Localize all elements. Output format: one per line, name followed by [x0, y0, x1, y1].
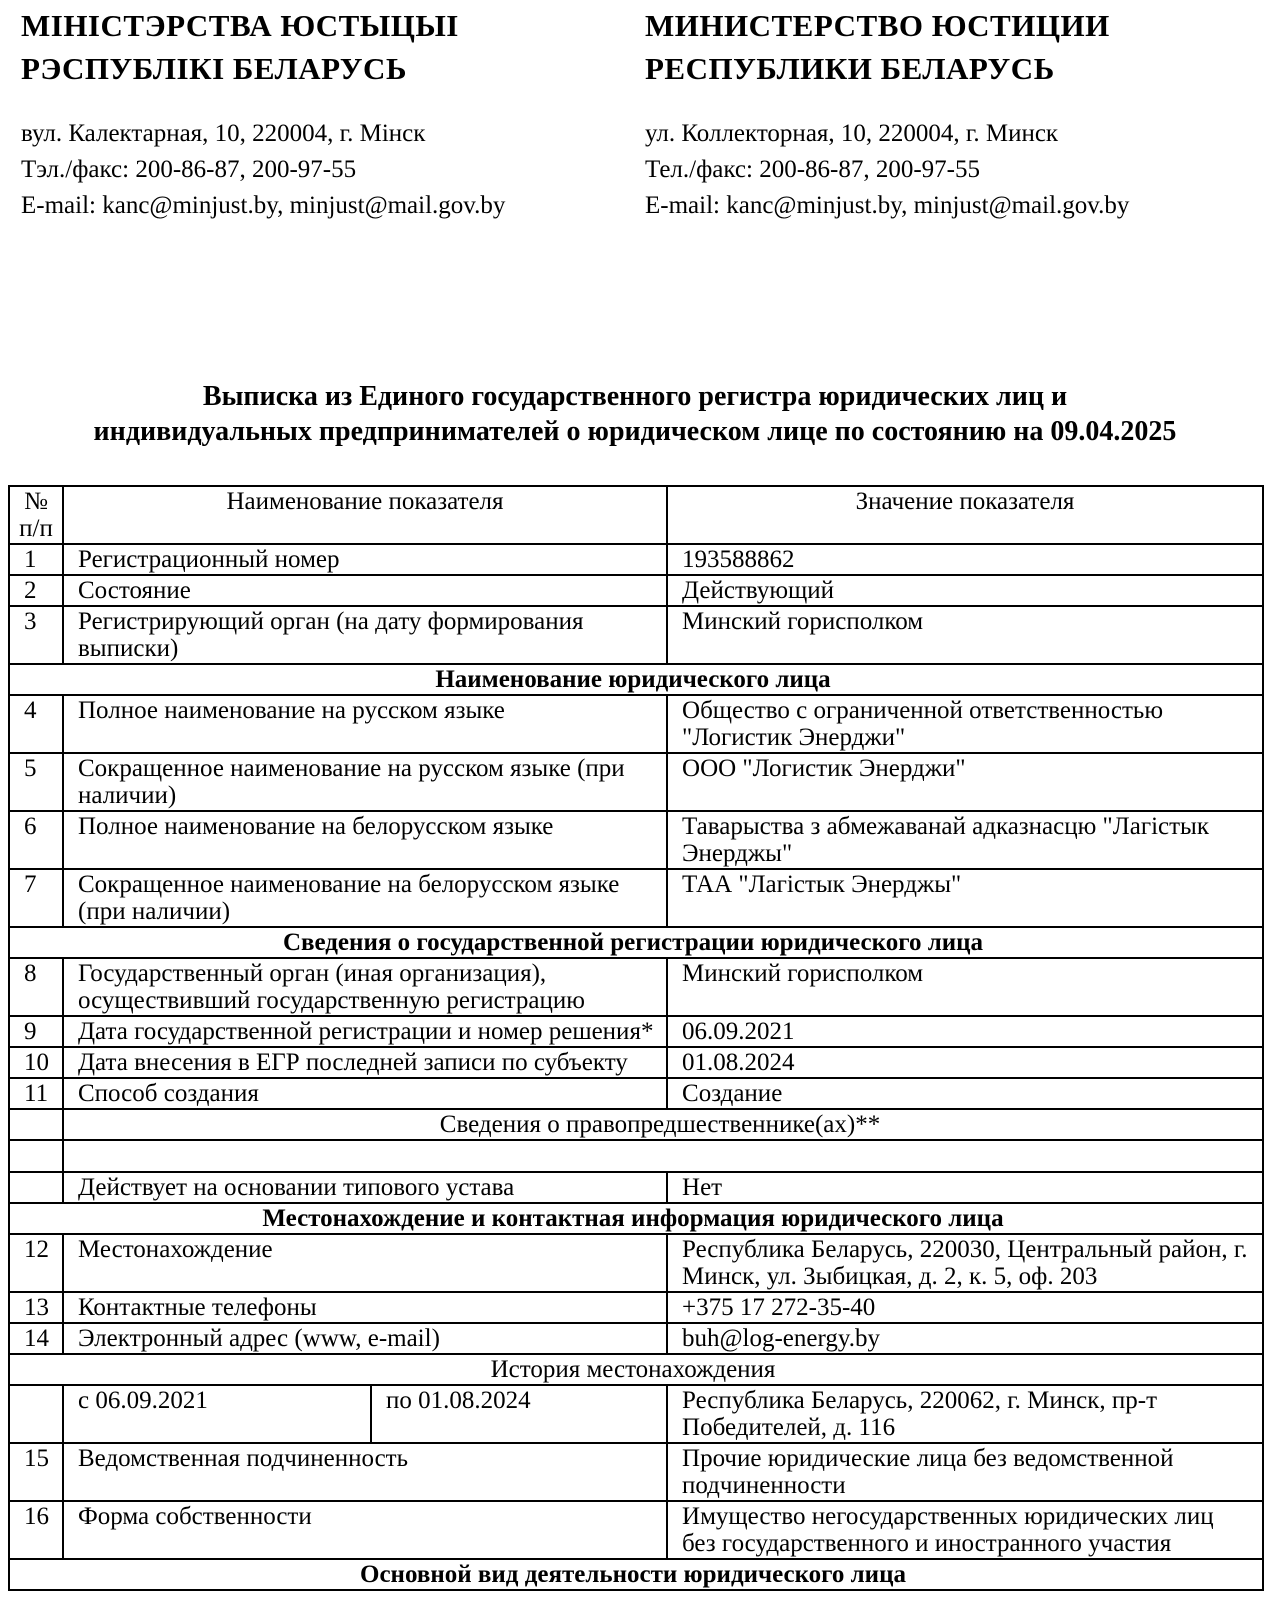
row-registering-authority: [9, 606, 1263, 664]
row-value: Действующий: [667, 575, 1263, 606]
row-full-name-by: [9, 811, 1263, 869]
row-value: Имущество негосударственных юридических лиц без государственного и иностранного участия: [667, 1501, 1263, 1559]
row-num: 1: [9, 544, 63, 575]
row-model-charter: [9, 1172, 1263, 1203]
row-num: 5: [9, 753, 63, 811]
row-label: Форма собственности: [63, 1501, 667, 1559]
ministry-name-by: [21, 4, 633, 90]
row-status: [9, 575, 1263, 606]
row-num: 15: [9, 1443, 63, 1501]
row-value: Минский горисполком: [667, 958, 1263, 1016]
row-value: Общество с ограниченной ответственностью "Логистик Энерджи": [667, 695, 1263, 753]
row-label: Регистрирующий орган (на дату формирования выписки): [63, 606, 667, 664]
ministry-contacts-by: [21, 116, 633, 224]
row-label: Дата внесения в ЕГР последней записи по субъекту: [63, 1047, 667, 1078]
row-departmental-subordination: [9, 1443, 1263, 1501]
section-title: Основной вид деятельности юридического лица: [9, 1559, 1263, 1590]
row-short-name-ru: [9, 753, 1263, 811]
row-value: Нет: [667, 1172, 1263, 1203]
row-full-name-ru: [9, 695, 1263, 753]
row-value: Прочие юридические лица без ведомственной подчиненности: [667, 1443, 1263, 1501]
row-registration-date: [9, 1016, 1263, 1047]
row-label: Местонахождение: [63, 1234, 667, 1292]
row-label: Государственный орган (иная организация), осуществивший государственную регистрацию: [63, 958, 667, 1016]
row-value: buh@log-energy.by: [667, 1323, 1263, 1354]
header-num-cell: [9, 486, 63, 544]
row-num: 12: [9, 1234, 63, 1292]
history-to-cell: по 01.08.2024: [371, 1385, 667, 1443]
registry-table: [8, 485, 1264, 1591]
row-num: 14: [9, 1323, 63, 1354]
document-title-line2: индивидуальных предпринимателей о юридическом лице по состоянию на 09.04.2025: [93, 416, 1177, 447]
row-creation-method: [9, 1078, 1263, 1109]
row-value: Минский горисполком: [667, 606, 1263, 664]
row-value: ТАА "Лагістык Энерджы": [667, 869, 1263, 927]
row-email: [9, 1323, 1263, 1354]
address-line-by: вул. Калектарная, 10, 220004, г. Мінск: [21, 120, 426, 147]
row-label: Сокращенное наименование на русском языке (при наличии): [63, 753, 667, 811]
section-main-activity: [9, 1559, 1263, 1590]
row-last-egr-entry-date: [9, 1047, 1263, 1078]
row-num: 16: [9, 1501, 63, 1559]
row-label: Действует на основании типового устава: [63, 1172, 667, 1203]
row-num: 10: [9, 1047, 63, 1078]
row-phones: [9, 1292, 1263, 1323]
section-legal-entity-name: [9, 664, 1263, 695]
section-title: Сведения о государственной регистрации юридического лица: [9, 927, 1263, 958]
row-value: Создание: [667, 1078, 1263, 1109]
row-value: 06.09.2021: [667, 1016, 1263, 1047]
row-num: [9, 1172, 63, 1203]
row-label: Контактные телефоны: [63, 1292, 667, 1323]
row-value: Таварыства з абмежаванай адказнасцю "Лагістык Энерджы": [667, 811, 1263, 869]
row-predecessor-empty: [9, 1140, 1263, 1172]
row-num: [9, 1385, 63, 1443]
row-label: Сокращенное наименование на белорусском языке (при наличии): [63, 869, 667, 927]
row-num: 13: [9, 1292, 63, 1323]
row-location: [9, 1234, 1263, 1292]
phone-line-ru: Тел./факс: 200-86-87, 200-97-55: [645, 156, 980, 183]
letterhead-right: [645, 4, 1257, 224]
row-num: 2: [9, 575, 63, 606]
row-location-history-entry: [9, 1385, 1263, 1443]
row-num: [9, 1109, 63, 1140]
section-title: Наименование юридического лица: [9, 664, 1263, 695]
row-value: Республика Беларусь, 220030, Центральный район, г. Минск, ул. Зыбицкая, д. 2, к. 5, оф. 203: [667, 1234, 1263, 1292]
ministry-name-by-line2: РЭСПУБЛІКІ БЕЛАРУСЬ: [21, 51, 407, 86]
history-from-cell: с 06.09.2021: [63, 1385, 371, 1443]
letterhead: [0, 0, 1270, 224]
section-title: Местонахождение и контактная информация юридического лица: [9, 1203, 1263, 1234]
header-indicator-value-cell: Значение показателя: [667, 486, 1263, 544]
ministry-name-ru-line2: РЕСПУБЛИКИ БЕЛАРУСЬ: [645, 51, 1055, 86]
section-title: История местонахождения: [9, 1354, 1263, 1385]
email-line-ru: E-mail: kanc@minjust.by, minjust@mail.gov.by: [645, 192, 1130, 219]
ministry-name-ru-line1: МИНИСТЕРСТВО ЮСТИЦИИ: [645, 8, 1110, 43]
ministry-contacts-ru: [645, 116, 1257, 224]
row-ownership-form: [9, 1501, 1263, 1559]
row-num: 3: [9, 606, 63, 664]
row-value: 193588862: [667, 544, 1263, 575]
header-indicator-name-cell: Наименование показателя: [63, 486, 667, 544]
row-value: 01.08.2024: [667, 1047, 1263, 1078]
section-title: Сведения о правопредшественнике(ах)**: [63, 1109, 1263, 1140]
row-label: Электронный адрес (www, e-mail): [63, 1323, 667, 1354]
row-label: Состояние: [63, 575, 667, 606]
row-num: 7: [9, 869, 63, 927]
row-short-name-by: [9, 869, 1263, 927]
header-num-line2: п/п: [19, 515, 53, 542]
row-state-body: [9, 958, 1263, 1016]
section-predecessor: [9, 1109, 1263, 1140]
row-num: 4: [9, 695, 63, 753]
email-line-by: E-mail: kanc@minjust.by, minjust@mail.gov.by: [21, 192, 506, 219]
row-label: Способ создания: [63, 1078, 667, 1109]
section-location-contacts: [9, 1203, 1263, 1234]
row-value: +375 17 272-35-40: [667, 1292, 1263, 1323]
ministry-name-ru: [645, 4, 1257, 90]
row-value: [63, 1140, 1263, 1172]
row-num: 11: [9, 1078, 63, 1109]
letterhead-left: [21, 4, 633, 224]
row-label: Полное наименование на русском языке: [63, 695, 667, 753]
address-line-ru: ул. Коллекторная, 10, 220004, г. Минск: [645, 120, 1059, 147]
header-num-line1: №: [24, 488, 48, 515]
ministry-name-by-line1: МІНІСТЭРСТВА ЮСТЫЦЫІ: [21, 8, 459, 43]
row-value: ООО "Логистик Энерджи": [667, 753, 1263, 811]
row-label: Ведомственная подчиненность: [63, 1443, 667, 1501]
row-registration-number: [9, 544, 1263, 575]
row-num: 8: [9, 958, 63, 1016]
document-title: [30, 379, 1240, 449]
section-state-registration: [9, 927, 1263, 958]
phone-line-by: Тэл./факс: 200-86-87, 200-97-55: [21, 156, 357, 183]
section-location-history: [9, 1354, 1263, 1385]
row-label: Регистрационный номер: [63, 544, 667, 575]
table-header-row: [9, 486, 1263, 544]
row-label: Дата государственной регистрации и номер решения*: [63, 1016, 667, 1047]
document-title-line1: Выписка из Единого государственного регистра юридических лиц и: [202, 381, 1068, 412]
row-num: 9: [9, 1016, 63, 1047]
row-label: Полное наименование на белорусском языке: [63, 811, 667, 869]
row-num: [9, 1140, 63, 1172]
row-value: Республика Беларусь, 220062, г. Минск, пр-т Победителей, д. 116: [667, 1385, 1263, 1443]
row-num: 6: [9, 811, 63, 869]
